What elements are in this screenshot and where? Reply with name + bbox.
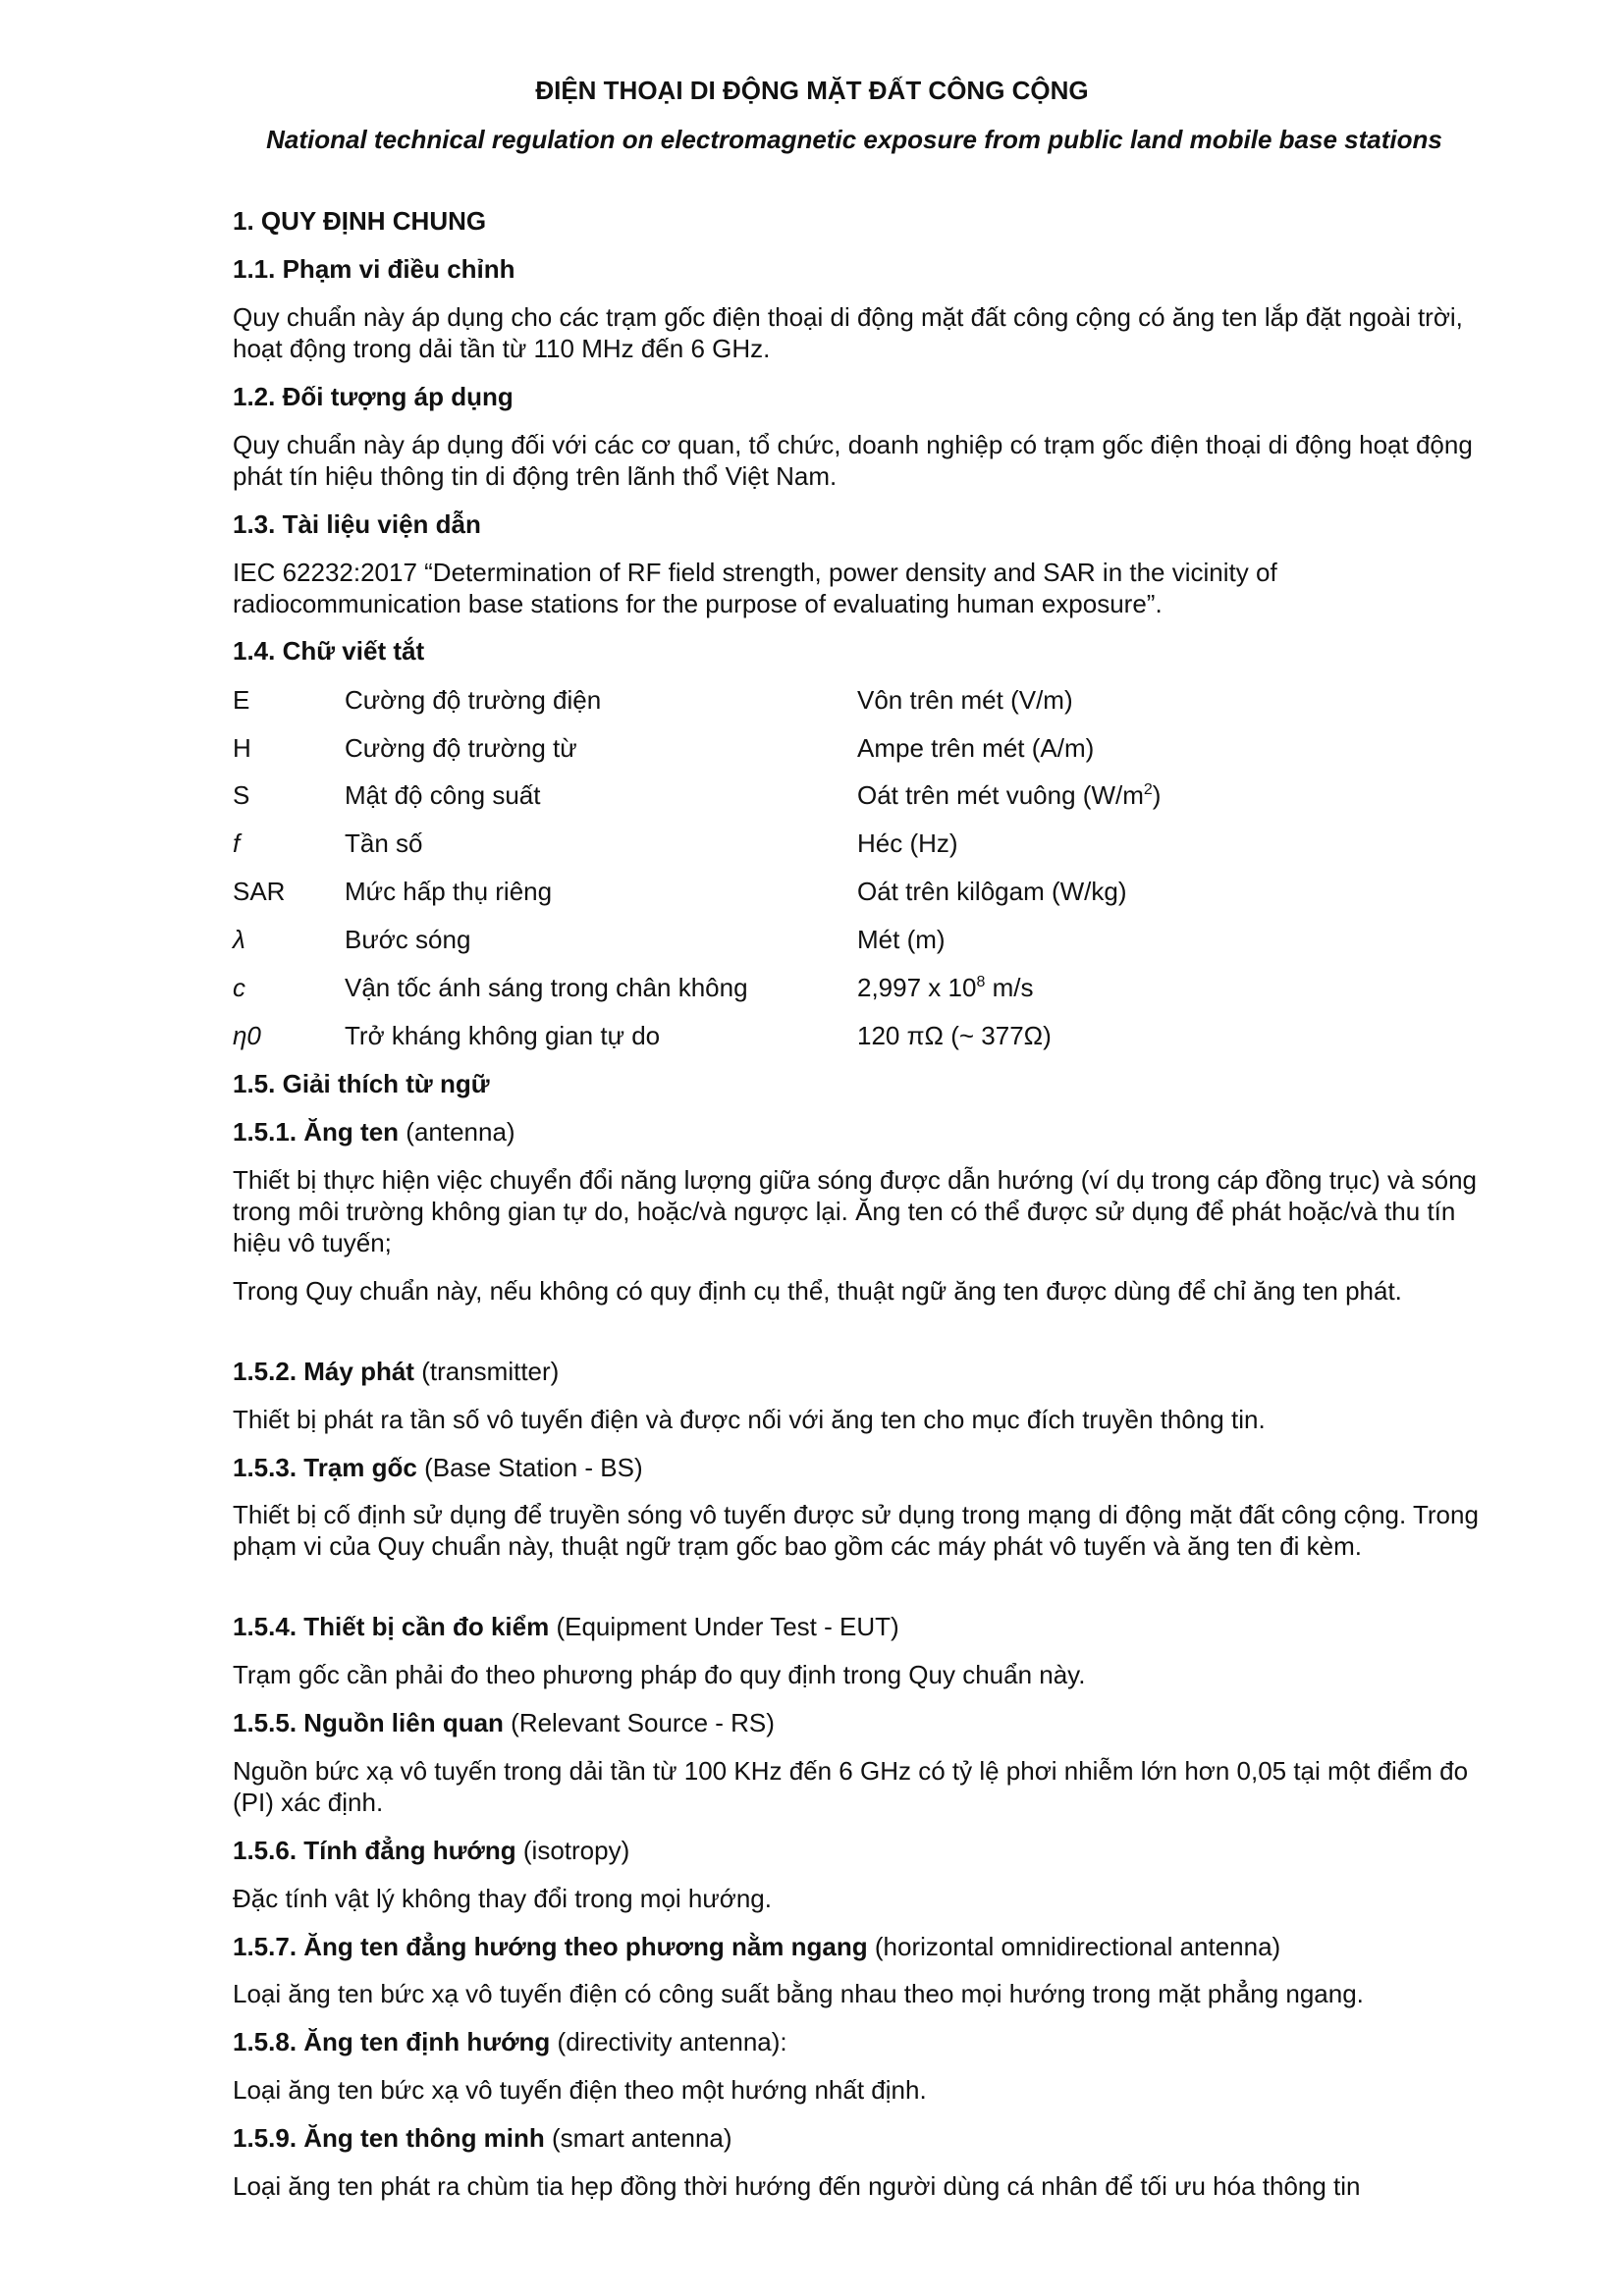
abbr-row: [233, 972, 1480, 1003]
term-heading-row: [233, 1356, 1480, 1387]
term-english: (directivity antenna):: [557, 2027, 787, 2056]
term-paragraph: Loại ăng ten bức xạ vô tuyến điện theo một hướng nhất định.: [233, 2075, 927, 2105]
term-heading-row: [233, 1116, 1480, 1148]
abbr-symbol: η0: [233, 1021, 261, 1050]
abbr-unit: [857, 972, 1033, 1003]
abbr-symbol: f: [233, 828, 241, 858]
abbr-name: Bước sóng: [345, 925, 471, 954]
section-1-heading: 1. QUY ĐỊNH CHUNG: [233, 206, 487, 236]
abbr-unit: Héc (Hz): [857, 828, 958, 858]
abbr-unit: Ampe trên mét (A/m): [857, 733, 1095, 763]
abbr-row: [233, 876, 1480, 907]
term-heading-row: [233, 1931, 1480, 1962]
term-heading-row: [233, 2122, 1480, 2154]
term-paragraph: Đặc tính vật lý không thay đổi trong mọi hướng.: [233, 1884, 772, 1913]
abbr-unit-tail: ): [1152, 780, 1162, 810]
abbr-row: [233, 924, 1480, 955]
abbr-row: [233, 828, 1480, 859]
section-1-1-body: Quy chuẩn này áp dụng cho các trạm gốc điện thoại di động mặt đất công cộng có ăng ten lắp đặt ngoài trời, hoạt động trong dải tần từ 110 MHz đến 6 GHz.: [233, 302, 1463, 363]
term-paragraph: Loại ăng ten bức xạ vô tuyến điện có công suất bằng nhau theo mọi hướng trong mặt phẳng ngang.: [233, 1979, 1364, 2008]
term-heading-row: [233, 1835, 1480, 1866]
document-title: ĐIỆN THOẠI DI ĐỘNG MẶT ĐẤT CÔNG CỘNG: [535, 76, 1089, 105]
abbr-row: [233, 732, 1480, 764]
abbr-row: [233, 1020, 1480, 1051]
term-heading-row: [233, 1452, 1480, 1483]
abbr-unit-text: 2,997 x 10: [857, 973, 977, 1002]
abbr-name: Trở kháng không gian tự do: [345, 1021, 661, 1050]
term-heading: 1.5.8. Ăng ten định hướng: [233, 2027, 551, 2056]
section-1-1-heading: 1.1. Phạm vi điều chỉnh: [233, 254, 515, 284]
term-paragraph: Thiết bị cố định sử dụng để truyền sóng vô tuyến được sử dụng trong mạng di động mặt đất công cộng. Trong phạm vi của Quy chuẩn này, thuật ngữ trạm gốc bao gồm các máy phát vô tuyến và ăng ten đi kèm.: [233, 1500, 1479, 1561]
term-heading: 1.5.6. Tính đẳng hướng: [233, 1836, 516, 1865]
document-subtitle: National technical regulation on electromagnetic exposure from public land mobile base stations: [266, 125, 1442, 154]
term-paragraph: Nguồn bức xạ vô tuyến trong dải tần từ 100 KHz đến 6 GHz có tỷ lệ phơi nhiễm lớn hơn 0,05 tại một điểm đo (PI) xác định.: [233, 1756, 1469, 1817]
term-heading: 1.5.9. Ăng ten thông minh: [233, 2123, 545, 2153]
abbr-symbol: SAR: [233, 877, 286, 906]
term-heading-row: [233, 1707, 1480, 1738]
section-1-4-heading: 1.4. Chữ viết tắt: [233, 636, 425, 666]
abbr-name: Cường độ trường từ: [345, 733, 577, 763]
term-paragraph: Trong Quy chuẩn này, nếu không có quy định cụ thể, thuật ngữ ăng ten được dùng để chỉ ăng ten phát.: [233, 1276, 1402, 1306]
abbr-unit-superscript: 8: [976, 974, 986, 990]
abbr-unit: [857, 779, 1161, 811]
section-1-5-heading: 1.5. Giải thích từ ngữ: [233, 1069, 490, 1098]
abbr-symbol: E: [233, 685, 250, 715]
term-heading: 1.5.2. Máy phát: [233, 1357, 414, 1386]
abbr-name: Cường độ trường điện: [345, 685, 602, 715]
term-heading-row: [233, 1611, 1480, 1642]
abbr-row: [233, 779, 1480, 811]
section-1-2-heading: 1.2. Đối tượng áp dụng: [233, 382, 514, 411]
term-heading-row: [233, 2026, 1480, 2057]
term-english: (smart antenna): [552, 2123, 732, 2153]
term-english: (horizontal omnidirectional antenna): [874, 1932, 1281, 1961]
term-english: (antenna): [406, 1117, 515, 1147]
term-heading: 1.5.1. Ăng ten: [233, 1117, 400, 1147]
abbr-unit: Vôn trên mét (V/m): [857, 685, 1073, 715]
abbr-symbol: S: [233, 780, 250, 810]
term-heading: 1.5.7. Ăng ten đẳng hướng theo phương nằm ngang: [233, 1932, 868, 1961]
abbr-name: Tần số: [345, 828, 423, 858]
section-1-2-body: Quy chuẩn này áp dụng đối với các cơ quan, tổ chức, doanh nghiệp có trạm gốc điện thoại di động hoạt động phát tín hiệu thông tin di động trên lãnh thổ Việt Nam.: [233, 430, 1473, 491]
term-heading: 1.5.4. Thiết bị cần đo kiểm: [233, 1612, 550, 1641]
abbr-symbol: c: [233, 973, 245, 1002]
abbr-name: Mức hấp thụ riêng: [345, 877, 553, 906]
abbr-unit: Oát trên kilôgam (W/kg): [857, 877, 1127, 906]
term-paragraph: Loại ăng ten phát ra chùm tia hẹp đồng thời hướng đến người dùng cá nhân để tối ưu hóa thông tin: [233, 2171, 1361, 2201]
term-heading: 1.5.3. Trạm gốc: [233, 1453, 417, 1482]
term-english: (Relevant Source - RS): [511, 1708, 775, 1737]
abbr-unit: Mét (m): [857, 925, 946, 954]
abbr-row: [233, 684, 1480, 716]
term-heading: 1.5.5. Nguồn liên quan: [233, 1708, 504, 1737]
abbr-unit-text: Oát trên mét vuông (W/m: [857, 780, 1144, 810]
term-english: (Base Station - BS): [424, 1453, 643, 1482]
section-1-3-body: IEC 62232:2017 “Determination of RF field strength, power density and SAR in the vicinity of radiocommunication base stations for the purpose of evaluating human exposure”.: [233, 558, 1277, 618]
abbr-unit: 120 πΩ (~ 377Ω): [857, 1021, 1052, 1050]
term-english: (Equipment Under Test - EUT): [556, 1612, 899, 1641]
abbr-name: Vận tốc ánh sáng trong chân không: [345, 973, 748, 1002]
abbr-symbol: H: [233, 733, 251, 763]
section-1-3-heading: 1.3. Tài liệu viện dẫn: [233, 509, 481, 539]
abbr-unit-tail: m/s: [985, 973, 1034, 1002]
term-paragraph: Trạm gốc cần phải đo theo phương pháp đo quy định trong Quy chuẩn này.: [233, 1660, 1086, 1689]
abbr-unit-superscript: 2: [1143, 781, 1153, 798]
abbr-name: Mật độ công suất: [345, 780, 541, 810]
term-paragraph: Thiết bị phát ra tần số vô tuyến điện và được nối với ăng ten cho mục đích truyền thông tin.: [233, 1405, 1266, 1434]
term-english: (transmitter): [421, 1357, 560, 1386]
term-english: (isotropy): [522, 1836, 630, 1865]
abbr-symbol: λ: [233, 925, 245, 954]
term-paragraph: Thiết bị thực hiện việc chuyển đổi năng lượng giữa sóng được dẫn hướng (ví dụ trong cáp đồng trục) và sóng trong môi trường không gian tự do, hoặc/và ngược lại. Ăng ten có thể được sử dụng để phát hoặc/và thu tín hiệu vô tuyến;: [233, 1165, 1478, 1257]
